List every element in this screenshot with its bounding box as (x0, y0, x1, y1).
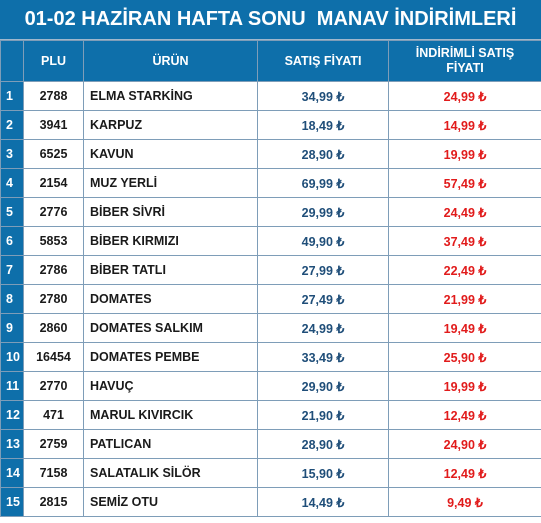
price-cell: 34,99 ₺ (258, 82, 389, 111)
product-cell: KARPUZ (84, 111, 258, 140)
price-cell: 28,90 ₺ (258, 140, 389, 169)
product-cell: MARUL KIVIRCIK (84, 401, 258, 430)
discount-price-cell: 19,99 ₺ (389, 372, 541, 401)
plu-cell: 471 (24, 401, 84, 430)
row-number: 7 (1, 256, 24, 285)
plu-cell: 2154 (24, 169, 84, 198)
plu-cell: 2759 (24, 430, 84, 459)
price-header: SATIŞ FİYATI (258, 41, 389, 82)
discount-price-cell: 19,99 ₺ (389, 140, 541, 169)
price-cell: 33,49 ₺ (258, 343, 389, 372)
product-cell: DOMATES SALKIM (84, 314, 258, 343)
row-number: 1 (1, 82, 24, 111)
product-cell: DOMATES PEMBE (84, 343, 258, 372)
product-cell: MUZ YERLİ (84, 169, 258, 198)
row-number: 3 (1, 140, 24, 169)
discount-header (389, 41, 541, 82)
row-number: 10 (1, 343, 24, 372)
discount-header-line2: FİYATI (446, 61, 484, 75)
discount-price-cell: 24,99 ₺ (389, 82, 541, 111)
price-cell: 69,99 ₺ (258, 169, 389, 198)
product-cell: DOMATES (84, 285, 258, 314)
row-number: 14 (1, 459, 24, 488)
plu-cell: 2776 (24, 198, 84, 227)
price-cell: 15,90 ₺ (258, 459, 389, 488)
product-cell: ELMA STARKİNG (84, 82, 258, 111)
plu-cell: 3941 (24, 111, 84, 140)
price-cell: 21,90 ₺ (258, 401, 389, 430)
discount-price-cell: 12,49 ₺ (389, 459, 541, 488)
row-number: 5 (1, 198, 24, 227)
plu-cell: 2788 (24, 82, 84, 111)
table-row (1, 169, 541, 198)
header-row (1, 41, 541, 82)
discount-price-cell: 12,49 ₺ (389, 401, 541, 430)
plu-cell: 2786 (24, 256, 84, 285)
product-cell: BİBER TATLI (84, 256, 258, 285)
table-row (1, 140, 541, 169)
row-number: 2 (1, 111, 24, 140)
plu-cell: 2860 (24, 314, 84, 343)
discount-price-cell: 21,99 ₺ (389, 285, 541, 314)
plu-cell: 16454 (24, 343, 84, 372)
discount-price-cell: 25,90 ₺ (389, 343, 541, 372)
row-number: 9 (1, 314, 24, 343)
row-number: 15 (1, 488, 24, 517)
product-header: ÜRÜN (84, 41, 258, 82)
plu-cell: 2770 (24, 372, 84, 401)
discount-price-cell: 9,49 ₺ (389, 488, 541, 517)
discount-price-cell: 57,49 ₺ (389, 169, 541, 198)
row-number: 11 (1, 372, 24, 401)
price-cell: 27,49 ₺ (258, 285, 389, 314)
price-cell: 28,90 ₺ (258, 430, 389, 459)
row-number: 8 (1, 285, 24, 314)
discount-price-cell: 14,99 ₺ (389, 111, 541, 140)
product-cell: SEMİZ OTU (84, 488, 258, 517)
plu-cell: 2780 (24, 285, 84, 314)
price-cell: 27,99 ₺ (258, 256, 389, 285)
price-cell: 24,99 ₺ (258, 314, 389, 343)
discount-price-cell: 24,90 ₺ (389, 430, 541, 459)
table-row (1, 256, 541, 285)
table-row (1, 82, 541, 111)
table-row (1, 227, 541, 256)
price-cell: 29,99 ₺ (258, 198, 389, 227)
price-cell: 49,90 ₺ (258, 227, 389, 256)
price-cell: 29,90 ₺ (258, 372, 389, 401)
plu-cell: 5853 (24, 227, 84, 256)
table-row (1, 488, 541, 517)
plu-header: PLU (24, 41, 84, 82)
discount-header-line1: İNDİRİMLİ SATIŞ (415, 46, 515, 60)
discount-price-cell: 19,49 ₺ (389, 314, 541, 343)
discount-price-cell: 24,49 ₺ (389, 198, 541, 227)
table-row (1, 314, 541, 343)
table-row (1, 459, 541, 488)
row-number: 12 (1, 401, 24, 430)
plu-cell: 7158 (24, 459, 84, 488)
row-number: 13 (1, 430, 24, 459)
product-cell: BİBER KIRMIZI (84, 227, 258, 256)
product-cell: SALATALIK SİLÖR (84, 459, 258, 488)
discount-price-cell: 22,49 ₺ (389, 256, 541, 285)
plu-cell: 2815 (24, 488, 84, 517)
table-row (1, 111, 541, 140)
product-cell: PATLICAN (84, 430, 258, 459)
table-row (1, 401, 541, 430)
price-cell: 14,49 ₺ (258, 488, 389, 517)
product-cell: BİBER SİVRİ (84, 198, 258, 227)
discount-price-cell: 37,49 ₺ (389, 227, 541, 256)
table-row (1, 285, 541, 314)
table-row (1, 430, 541, 459)
table-row (1, 343, 541, 372)
table-row (1, 198, 541, 227)
price-cell: 18,49 ₺ (258, 111, 389, 140)
row-number-header (1, 41, 24, 82)
product-cell: HAVUÇ (84, 372, 258, 401)
table-row (1, 372, 541, 401)
price-table (0, 40, 541, 517)
product-cell: KAVUN (84, 140, 258, 169)
row-number: 6 (1, 227, 24, 256)
row-number: 4 (1, 169, 24, 198)
plu-cell: 6525 (24, 140, 84, 169)
page-title: 01-02 HAZİRAN HAFTA SONU MANAV İNDİRİMLERİ (0, 0, 541, 40)
